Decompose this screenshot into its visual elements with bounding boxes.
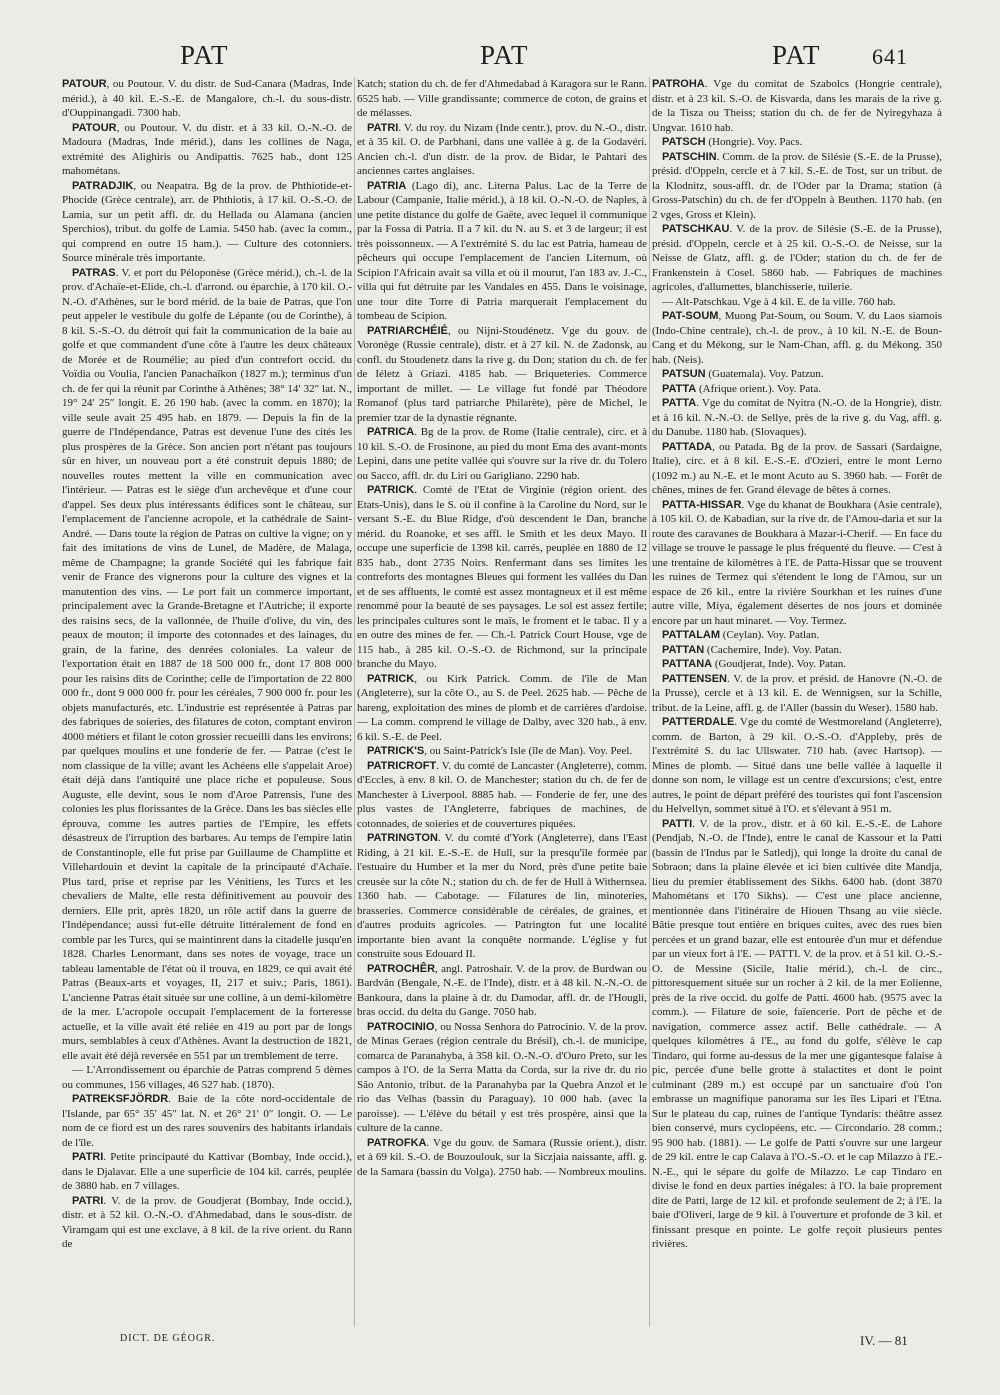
- entry-headword: PATTADA: [662, 440, 713, 453]
- dictionary-entry: [652, 817, 942, 1252]
- header-right-word: PAT: [772, 40, 821, 70]
- entry-text: (Ceylan). Voy. Patlan.: [720, 629, 820, 641]
- entry-text: , ou Nossa Senhora do Patrocinio. V. de la prov. de Minas Geraes (région centrale du Brésil), ch.-l. de municipe, comarca de Paranahyba, à 358 kil. O.-N.-O. d'Ouro Preto, sur les campos à l'O. de la Serra Matta da Corda, sur la rive dr. du rio São Antonio, tribut. de la Paranahyba par la Quebra Anzol et le rio das Velhas (bassin du Paraguay). 10 000 hab. (avec la paroisse). — L'élève du bétail y est très prospère, ainsi que la culture de la canne.: [357, 1020, 647, 1134]
- dictionary-entry: [357, 831, 647, 962]
- entry-text: Katch; station du ch. de fer d'Ahmedabad à Karagora sur le Rann. 6525 hab. — Ville grandissante; commerce de coton, de grains et de mélasses.: [357, 78, 647, 119]
- entry-headword: PATRI: [367, 121, 399, 134]
- entry-text: (Guatemala). Voy. Patzun.: [705, 368, 824, 380]
- entry-headword: PATRICK'S: [367, 745, 425, 757]
- entry-text: (Afrique orient.). Voy. Pata.: [696, 382, 821, 395]
- entry-text: . V. de la prov., distr. et à 60 kil. E.-S.-E. de Lahore (Pendjab, N.-O. de l'Inde), entre le canal de Kassour et la Patti (bassin de l'Indus par le Satledj), qui longe la droite du canal de Sobraon; dans la plaine élevée et ici bien cultivée dite Mandja, lieu du premier établissement des Sikhs. 6400 hab. (dont 3870 Mahométans et 170 Sikhs). — C'est une place ancienne, mentionnée dans l'itinéraire de Hiouen Thsang au viie siècle. Bâtie presque tout entière en briques cuites, avec des rues bien percées et un grand bazar, elle est entourée d'un mur et défendue par un vieux fort à l'E. — PATTI. V. de la prov. et à 51 kil. O.-S.-O. de Messine (Sicile, Italie mérid.), ch.-l. de circ., pittoresquement située sur un rocher à 2 kil. de la mer Eolienne, près de la rive occid. du golfe de Patti. 4600 hab. (9575 avec la comm.). — Filature de soie, faïencerie. Port de pêche et de navigation, commerce assez actif. Belle cathédrale. — A quelques kilomètres à l'E., au fond du golfe, s'élève le cap Tindaro, qui forme au-dessus de la mer une gigantesque falaise à pic, percée d'une belle grotte à stalactites et dont le point culminant (289 m.) est occupé par un sanctuaire d'où l'on embrasse un magnifique panorama sur les îles Lipari et l'Etna. Sur le plateau du cap, ruines de l'antique Tyndaris: théâtre assez bien conservé, murs cyclopéens, etc. — Circondario. 28 comm.; 95 900 hab. (1881). — Le golfe de Patti s'ouvre sur une largeur de 29 kil. entre le cap Calava à l'O.-S.-O. et le cap Milazzo à l'E.-N.-E., qui le sépare du golfe de Milazzo. Le cap Tindaro en divise le fond en deux parties inégales: à l'O. la baie proprement dite de Patti, large de 12 kil. et profonde seulement de 2; à l'E. la baie d'Oliveri, large de 9 kil. à l'ouverture et profonde de 3 kil. et finissant presque en pointe. Le golfe reçoit plusieurs pentes rivières.: [652, 817, 942, 1250]
- dictionary-entry: [652, 382, 942, 397]
- entry-text: . Petite principauté du Kattivar (Bombay, Inde occid.), dans le Djalavar. Elle a une superficie de 104 kil. carrés, peuplée de 3880 hab. en 7 villages.: [62, 1151, 352, 1192]
- dictionary-entry: [357, 962, 647, 1020]
- dictionary-entry: [357, 672, 647, 745]
- dictionary-entry: [357, 324, 647, 426]
- dictionary-entry: [652, 628, 942, 643]
- entry-headword: PATSCHKAU: [662, 223, 730, 235]
- dictionary-entry: [357, 744, 647, 759]
- dictionary-entry: [357, 1136, 647, 1180]
- column-left: [62, 77, 352, 1329]
- entry-headword: PATTAN: [662, 643, 705, 656]
- dictionary-entry: [357, 1020, 647, 1136]
- entry-headword: PATROHA: [652, 78, 705, 90]
- entry-text: (Lago di), anc. Literna Palus. Lac de la Terre de Labour (Campanie, Italie mérid.), à 18 kil. O.-N.-O. de Naples, à une petite distance du golfe de Gaëte, avec lequel il communique par la Fossa di Patria. Il a 7 kil. du N. au S. et 3 de largeur; il est très poissonneux. — A l'extrémité S. du lac est Patria, hameau de pêcheurs qui occupe l'emplacement de l'ancien Liternum, où Scipion l'Africain avait sa villa et où il mourut, l'an 183 av. J.-C., villa qui fut détruite par les Vandales en 455. Dans le voisinage, une tour dite Torre di Patria marquerait l'emplacement du tombeau de Scipion.: [357, 179, 647, 322]
- entry-headword: PATTENSEN: [662, 672, 727, 685]
- column-divider: [354, 77, 355, 1327]
- entry-text: (Hongrie). Voy. Pacs.: [705, 136, 803, 148]
- entry-text: (Goudjerat, Inde). Voy. Patan.: [712, 658, 847, 670]
- dictionary-entry: [652, 295, 942, 310]
- entry-text: . V. de la prov. de Goudjerat (Bombay, Inde occid.), distr. et à 52 kil. O.-N.-O. d'Ahmedabad, dans le sous-distr. de Viramgam qui est une exclave, à 8 kil. de la rive orient. du Rann de: [62, 1194, 352, 1250]
- dictionary-entry: [357, 759, 647, 832]
- entry-text: . Comté de l'Etat de Virginie (région orient. des Etats-Unis), dans le S. où il confine à la Caroline du Nord, sur le versant S.-E. du Blue Ridge, d'où descendent le Dan, branche mérid. du Roanoke, et ses affl. le Smith et les deux Mayo. Il occupe une superficie de 1398 kil. carrés, peuplée en 1880 de 12 835 hab., dont 2735 Noirs. Renfermant dans ses limites les contreforts des montagnes Bleues qui forment les vallées du Dan et de ses affluents, le comté est assez montagneux et il est même renommé pour la beauté de ses paysages. Le sol est assez fertile; les principales cultures sont le maïs, le froment et le tabac. Il y a en outre des mines de fer. — Ch.-l. Patrick Court House, vge de 115 hab., à 285 kil. O.-S.-O. de Richmond, sur la principale branche du Mayo.: [357, 484, 647, 670]
- entry-text: , angl. Patroshair. V. de la prov. de Burdwan ou Bardvân (Bengale, N.-E. de l'Inde), distr. et à 48 kil. N.-N.-O. de Bankoura, dans la plaine à dr. du Damodar, affl. dr. de l'Hougli, bras occid. du delta du Gange. 7050 hab.: [357, 962, 647, 1018]
- entry-text: , ou Patada. Bg de la prov. de Sassari (Sardaigne, Italie), circ. et à 8 kil. E.-S.-E. d'Ozieri, entre le mont Lerno (1092 m.) au N.-E. et le mont Acuto au S. 3960 hab. — Forêt de chênes, mines de fer. Grand élevage de bêtes à cornes.: [652, 440, 942, 496]
- entry-headword: PATRICROFT: [367, 759, 437, 772]
- entry-text: . V. du roy. du Nizam (Inde centr.), prov. du N.-O., distr. et à 35 kil. O. de Parbhani, dans une vallée à g. de la Godavéri. Ancien ch.-l. d'un distr. de la prov. de Bidar, le Pahtari des anciennes cartes anglaises.: [357, 121, 647, 177]
- dictionary-entry: [652, 643, 942, 658]
- entry-text: , ou Saint-Patrick's Isle (île de Man). Voy. Peel.: [424, 745, 633, 757]
- footer-volume-page: IV. — 81: [860, 1333, 908, 1348]
- entry-text: , ou Poutour. V. du distr. et à 33 kil. O.-N.-O. de Madoura (Madras, Inde mérid.), dans les collines de Naga, extrémité des Alighiris ou Andipattis. 7625 hab., dont 125 mahométans.: [62, 121, 352, 177]
- entry-headword: PATSCHIN: [662, 150, 717, 163]
- entry-headword: PATOUR: [72, 121, 117, 134]
- dictionary-entry: [652, 715, 942, 817]
- entry-headword: PATROFKA: [367, 1136, 427, 1149]
- entry-text: . V. du comté de Lancaster (Angleterre), comm. d'Eccles, à env. 8 kil. O. de Manchester; station du ch. de fer de Manchester à Liverpool. 8885 hab. — Fonderie de fer, une des plus vastes de l'Angleterre, fabriques de machines, de cotonnades, de soieries et de couvertures piquées.: [357, 759, 647, 830]
- dictionary-entry: [62, 1063, 352, 1092]
- dictionary-entry: [652, 396, 942, 440]
- dictionary-entry: [357, 483, 647, 672]
- entry-headword: PATSCH: [662, 136, 706, 148]
- dictionary-entry: [357, 77, 647, 121]
- entry-text: , ou Nijni-Stoudénetz. Vge du gouv. de Voronège (Russie centrale), distr. et à 27 kil. N. de Zadonsk, au confl. du Stoudenetz dans la rive g. du Don; station du ch. de fer de Iéletz à Griazi. 4185 hab. — Briqueteries. Commerce important de millet. — Le village fut fondé par Théodore Romanof (plus tard patriarche Philarète), père de Michel, le premier tzar de la dynastie régnante.: [357, 324, 647, 424]
- entry-text: . Vge du khanat de Boukhara (Asie centrale), à 105 kil. O. de Kabadian, sur la rive dr. de l'Amou-daria et sur la route des caravanes de Boukhara à Mazar-i-Cherif. — En face du village se trouve le passage le plus fréquenté du fleuve. — C'est à une trentaine de kilomètres à l'E. de Patta-Hissar que se trouvent les ruines de Termez qui s'étendent le long de l'Amou, sur un espace de 26 kil., entre la rivière Sourkhan et les ruines d'une autre ville, Miya, également désertes de nos jours et dominée encore par un haut minaret. — Voy. Termez.: [652, 498, 942, 627]
- entry-headword: PATOUR: [62, 78, 107, 90]
- entry-headword: PATTALAM: [662, 629, 721, 641]
- dictionary-entry: [357, 425, 647, 483]
- dictionary-entry: [652, 135, 942, 150]
- entry-text: . Vge du comitat de Szabolcs (Hongrie centrale), distr. et à 23 kil. S.-O. de Kisvarda, dans les marais de la rive g. de la Tisza ou Theiss; station du ch. de fer de Nyiregyhaza à Ungvar. 1610 hab.: [652, 78, 942, 134]
- entry-headword: PATROCINIO: [367, 1020, 435, 1033]
- entry-text: . V. de la prov. et présid. de Hanovre (N.-O. de la Prusse), cercle et à 13 kil. E. de Wennigsen, sur la Schille, tribut. de la Leine, affl. g. de l'Aller (bassin du Weser). 1580 hab.: [652, 672, 942, 714]
- dictionary-entry: [62, 266, 352, 1064]
- entry-headword: PATTERDALE: [662, 716, 735, 728]
- dictionary-entry: [62, 121, 352, 179]
- entry-text: — Alt-Patschkau. Vge à 4 kil. E. de la ville. 760 hab.: [662, 295, 896, 308]
- dictionary-entry: [652, 498, 942, 629]
- entry-headword: PATRICK: [367, 672, 415, 685]
- header-center-word: PAT: [480, 40, 529, 70]
- running-header: [0, 40, 1000, 70]
- entry-headword: PATTA-HISSAR: [662, 498, 742, 511]
- entry-text: , ou Poutour. V. du distr. de Sud-Canara (Madras, Inde mérid.), à 40 kil. E.-S.-E. de Mangalore, ch.-l. du sous-distr. d'Ouppinangadi. 7300 hab.: [62, 78, 352, 119]
- entry-text: . Vge du gouv. de Samara (Russie orient.), distr. et à 69 kil. S.-O. de Bouzoulouk, sur la Siczjaia naissante, affl. g. de la Samara (bassin du Volga). 2750 hab. — Nombreux moulins.: [357, 1136, 647, 1178]
- dictionary-entry: [357, 121, 647, 179]
- entry-headword: PATTA: [662, 382, 697, 395]
- dictionary-entry: [652, 672, 942, 716]
- entry-headword: PATRICK: [367, 484, 415, 496]
- entry-headword: PATRI: [72, 1194, 104, 1207]
- entry-text: . Comm. de la prov. de Silésie (S.-E. de la Prusse), présid. d'Oppeln, cercle et à 7 kil. S.-E. de Tost, sur un tribut. de la Klodnitz, sous-affl. dr. de l'Oder par la Drama; station (à Gross-Patschin) du ch. de fer d'Oppeln à Beuthen. 1170 hab. (en 2 vges, Gross et Klein).: [652, 150, 942, 221]
- entry-headword: PATRIA: [367, 179, 407, 192]
- entry-text: — L'Arrondissement ou éparchie de Patras comprend 5 dèmes ou communes, 156 villages, 46 527 hab. (1870).: [62, 1064, 352, 1091]
- dictionary-entry: [652, 150, 942, 223]
- dictionary-entry: [652, 309, 942, 367]
- entry-headword: PATROCHÊR: [367, 962, 436, 975]
- dictionary-entry: [652, 440, 942, 498]
- dictionary-entry: [62, 1150, 352, 1194]
- dictionary-entry: [62, 179, 352, 266]
- dictionary-entry: [62, 77, 352, 121]
- column-right: [652, 77, 942, 1329]
- entry-text: , Muong Pat-Soum, ou Soum. V. du Laos siamois (Indo-Chine centrale), ch.-l. de prov., à 10 kil. N.-E. de Boun-Cang et du Mékong, sur le Nam-Chan, affl. g. du Mékong. 350 hab. (Neis).: [652, 310, 942, 366]
- entry-headword: PATRINGTON: [367, 832, 438, 844]
- entry-text: , ou Kirk Patrick. Comm. de l'île de Man (Angleterre), sur la côte O., au S. de Peel. 2625 hab. — Pêche de hareng, exploitation des mines de plomb et de carrières d'ardoise. — La comm. comprend le village de Dalby, avec 320 hab., à env. 6 kil. S.-E. de Peel.: [357, 672, 647, 743]
- entry-headword: PATRAS: [72, 266, 116, 279]
- header-left-word: PAT: [180, 40, 229, 70]
- dictionary-entry: [62, 1194, 352, 1252]
- entry-headword: PATTA: [662, 397, 697, 409]
- entry-headword: PATRICA: [367, 426, 415, 438]
- entry-headword: PATSUN: [662, 368, 706, 380]
- entry-text: (Cachemire, Inde). Voy. Patan.: [704, 643, 842, 656]
- dictionary-entry: [62, 1092, 352, 1150]
- entry-text: . Bg de la prov. de Rome (Italie centrale), circ. et à 10 kil. S.-O. de Frosinone, au pied du mont Ema des avant-monts Lepini, dans une petite vallée qui s'ouvre sur la rive dr. du Tolero ou Sacco, affl. dr. du Liri ou Garigliano. 2290 hab.: [357, 426, 647, 482]
- entry-text: . Vge du comitat de Nyitra (N.-O. de la Hongrie), distr. et à 16 kil. N.-N.-O. de Sellye, près de la rive g. du Vag, affl. g. du Danube. 1180 hab. (Slovaques).: [652, 397, 942, 438]
- footer-signature: DICT. DE GÉOGR.: [120, 1333, 216, 1344]
- dictionary-entry: [652, 77, 942, 135]
- entry-headword: PATTANA: [662, 658, 713, 670]
- column-middle: [357, 77, 647, 1329]
- entry-text: . V. de la prov. de Silésie (S.-E. de la Prusse), présid. d'Oppeln, cercle et à 25 kil. O.-S.-O. de Neisse, sur la Neisse de Glatz, affl. g. de l'Oder; station du ch. de fer de Frankenstein à Cosel. 5860 hab. — Fabriques de machines agricoles, d'allumettes, blanchisserie, tuilerie.: [652, 223, 942, 293]
- entry-headword: PAT-SOUM: [662, 310, 719, 322]
- entry-text: . V. du comté d'York (Angleterre), dans l'East Riding, à 21 kil. E.-S.-E. de Hull, sur la presqu'île formée par l'estuaire du Humber et la mer du Nord, près d'une petite baie creusée sur la côte N.; station du ch. de fer de Hull à Withernsea. 1360 hab. — Cabotage. — Filatures de lin, minoteries, brasseries. Commerce considérable de céréales, de graines, et d'autres produits agricoles. — Patrington fut une localité importante bien avant la conquête normande. L'église y fut construite sous Edouard II.: [357, 832, 647, 960]
- dictionary-entry: [652, 222, 942, 295]
- entry-text: . Baie de la côte nord-occidentale de l'Islande, par 65° 35′ 45″ lat. N. et 26° 21′ 0″ longit. O. — Le nom de ce fiord est un des rares souvenirs des habitants irlandais de l'île.: [62, 1093, 352, 1149]
- column-divider: [649, 77, 650, 1327]
- entry-headword: PATRIARCHÉIÉ: [367, 324, 448, 337]
- entry-headword: PATREKSFJÖRDR: [72, 1093, 169, 1105]
- entry-text: . V. et port du Péloponèse (Grèce mérid.), ch.-l. de la prov. d'Achaïe-et-Elide, ch.-l. d'arrond. ou éparchie, à 170 kil. O.-N.-O. d'Athènes, sur le bord mérid. de la baie de Patras, que l'on peut appeler le vestibule du golfe de Lépante (ou de Corinthe), à 8 kil. S.-S.-O. du détroit qui fait la communication de la baie au golfe et que commandent d'une côte à l'autre les deux châteaux de Morée et de Roumélie; au pied d'un contrefort occid. du Voïdia ou Voulia, l'ancien Panachaïkon (1827 m.); terminus d'un ch. de fer qui la réunit par Corinthe à Athènes; 38° 14′ 32″ lat. N., 19° 24′ 25″ longit. E. 26 190 hab. (avec la comm. en 1870); la ville seule avait 25 495 hab. en 1879. — Depuis la fin de la guerre de l'Indépendance, Patras est devenue l'une des cités les plus prospères de la Grèce. Son ancien port n'étant pas toujours sûr en hiver, un nouveau port a été construit depuis 1880; de nouvelles routes mettent la ville en communication avec l'intérieur. — Patras est le siège d'un archevêque et d'une cour d'appel. Ses deux plus intéressants édifices sont le château, sur l'emplacement de l'ancienne acropole, et la cathédrale de Saint-André. — Dans toute la région de Patras on cultive la vigne; on y fait des imitations de vins de Lunel, de Madère, de Malaga, même de Champagne; la grande Société qui les fabrique fait venir de France des vignerons pour la culture des vignes et la manutention des vins. — Le port fait un commerce important, principalement avec la Grande-Bretagne et l'Autriche; il exporte des raisins secs, de la vallonnée, de l'huile d'olive, du vin, des peaux de mouton; il importe des cotonnades et des lainages, du grain, de la farine, des denrées coloniales. La valeur de l'exportation était en 1887 de 18 500 000 fr., dont 17 808 000 pour les raisins dits de Corinthe; celle de l'importation de 22 800 000 fr., dont 9 000 000 fr. pour les céréales, 7 900 000 fr. pour les objets manufacturés, etc. L'industrie est représentée à Patras par des fabriques de soieries, des filatures de coton, comptant environ 4000 métiers et filant le coton grossier recueilli dans les environs; par quelques moulins et une fonderie de fer. — Patrae (c'est le nom classique de la ville; avant les Achéens elle s'appelait Aroe) était déjà dans l'antiquité une place riche et populeuse. Sous Auguste, elle devint, sous le nom d'Aroe Patrensis, l'une des colonies les plus florissantes de la Grèce. Dans les bas siècles elle éprouva, comme les autres parties de l'Empire, les effets désastreux de l'irruption des barbares. Au temps de l'empire latin de Constantinople, elle fut prise par Guillaume de Champlitte et Villehardouin et devint la capitale de la principauté d'Achaïe. Plus tard, prise et reprise par les Vénitiens, les Turcs et les chevaliers de Malte, elle resta définitivement au pouvoir des derniers. Elle prit, après 1820, un rôle actif dans la guerre de l'Indépendance; aussi fut-elle détruite littéralement de fond en comble par les Turcs, qui se maintinrent dans la citadelle jusqu'en 1828. Charles Lenormant, dans ses notes de voyage, trace un tableau lamentable de l'état où il trouva, en 1829, ce qui avait été Patras (Beaux-arts et voyages, II, 217 et suiv.; Paris, 1861). L'ancienne Patras était située sur une colline, à un demi-kilomètre de la mer. L'acropole occupait l'emplacement de la forteresse actuelle, et la ville avait été reliée en 419 au port par de longs murs, semblables à ceux d'Athènes. Avant la destruction de 1821, elle avait été déjà reversée en 551 par un tremblement de terre.: [62, 266, 352, 1062]
- entry-headword: PATRADJIK: [72, 179, 134, 192]
- dictionary-entry: [652, 367, 942, 382]
- entry-text: . Vge du comté de Westmoreland (Angleterre), comm. de Barton, à 29 kil. O.-S.-O. d'Appleby, près de l'extrémité S. du lac Ullswater. 710 hab. (avec Hartsop). — Mines de plomb. — Situé dans une belle vallée à laquelle il donne son nom, le village est un centre d'excursions; c'est, entre autres, le point de départ préféré des touristes qui font l'ascension du Helvellyn, sommet situé à l'O. et s'élevant à 951 m.: [652, 716, 942, 815]
- entry-text: , ou Neapatra. Bg de la prov. de Phthiotide-et-Phocide (Grèce centrale), arr. de Phthiotis, à 17 kil. O.-S.-O. de Lamia, sur un petit affl. dr. du Hellada ou Alamana (ancien Sperchios), tribut. du golfe de Lamia. 5450 hab. (avec la comm., qui comprend en outre 15 ham.). — Culture des cotonniers. Source minérale très importante.: [62, 179, 352, 264]
- dictionary-entry: [357, 179, 647, 324]
- page-number: 641: [872, 44, 908, 69]
- entry-headword: PATTI: [662, 817, 693, 830]
- dictionary-entry: [652, 657, 942, 672]
- entry-headword: PATRI: [72, 1151, 104, 1163]
